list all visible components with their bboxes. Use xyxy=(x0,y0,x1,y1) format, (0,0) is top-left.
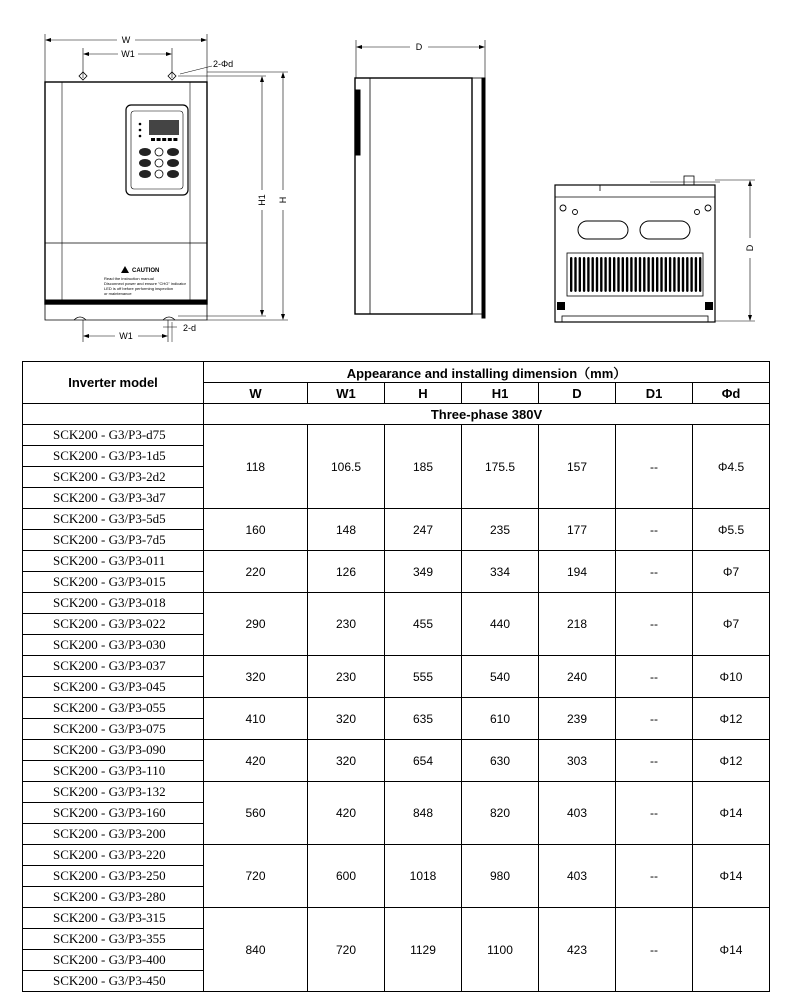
model-cell: SCK200 - G3/P3-132 xyxy=(23,782,204,803)
model-cell: SCK200 - G3/P3-037 xyxy=(23,656,204,677)
dimension-value-cell: 1129 xyxy=(385,908,462,992)
label-hole-d: 2-d xyxy=(183,323,197,333)
dimension-value-cell: Φ12 xyxy=(693,740,770,782)
header-appearance-dimension: Appearance and installing dimension（mm） xyxy=(204,362,770,383)
dimension-value-cell: 177 xyxy=(539,509,616,551)
col-header-h: H xyxy=(385,383,462,404)
model-cell: SCK200 - G3/P3-160 xyxy=(23,803,204,824)
table-row xyxy=(23,593,770,614)
label-d-side: D xyxy=(415,42,423,52)
col-header-w1: W1 xyxy=(308,383,385,404)
dimension-value-cell: 320 xyxy=(308,698,385,740)
dimension-value-cell: -- xyxy=(616,740,693,782)
dimension-value-cell: 230 xyxy=(308,656,385,698)
caution-line-1: Read the instruction manual xyxy=(104,276,154,281)
model-cell: SCK200 - G3/P3-022 xyxy=(23,614,204,635)
model-cell: SCK200 - G3/P3-110 xyxy=(23,761,204,782)
dimension-value-cell: 334 xyxy=(462,551,539,593)
dimension-value-cell: -- xyxy=(616,509,693,551)
dimension-value-cell: 560 xyxy=(204,782,308,845)
table-row xyxy=(23,425,770,446)
header-inverter-model: Inverter model xyxy=(23,362,204,404)
dimension-value-cell: 420 xyxy=(204,740,308,782)
dimension-value-cell: 239 xyxy=(539,698,616,740)
table-row xyxy=(23,740,770,761)
caution-title: CAUTION xyxy=(132,268,160,274)
dimension-value-cell: 303 xyxy=(539,740,616,782)
label-h: H xyxy=(278,196,288,204)
label-w1-top: W1 xyxy=(121,49,135,59)
dimension-value-cell: 235 xyxy=(462,509,539,551)
display-keys xyxy=(151,138,177,141)
model-cell: SCK200 - G3/P3-200 xyxy=(23,824,204,845)
model-cell: SCK200 - G3/P3-075 xyxy=(23,719,204,740)
model-cell: SCK200 - G3/P3-030 xyxy=(23,635,204,656)
model-cell: SCK200 - G3/P3-315 xyxy=(23,908,204,929)
dimension-value-cell: -- xyxy=(616,551,693,593)
model-cell: SCK200 - G3/P3-1d5 xyxy=(23,446,204,467)
dimension-value-cell: 349 xyxy=(385,551,462,593)
dimension-value-cell: 610 xyxy=(462,698,539,740)
dimension-value-cell: 106.5 xyxy=(308,425,385,509)
table-row xyxy=(23,782,770,803)
dimension-value-cell: 455 xyxy=(385,593,462,656)
dimension-value-cell: 720 xyxy=(308,908,385,992)
dimension-value-cell: 630 xyxy=(462,740,539,782)
dimension-value-cell: 247 xyxy=(385,509,462,551)
dimension-value-cell: -- xyxy=(616,908,693,992)
model-cell: SCK200 - G3/P3-450 xyxy=(23,971,204,992)
dimension-value-cell: -- xyxy=(616,425,693,509)
dimension-value-cell: -- xyxy=(616,656,693,698)
dimension-value-cell: 220 xyxy=(204,551,308,593)
dimension-value-cell: 218 xyxy=(539,593,616,656)
model-cell: SCK200 - G3/P3-2d2 xyxy=(23,467,204,488)
dimension-value-cell: Φ12 xyxy=(693,698,770,740)
dimension-value-cell: 980 xyxy=(462,845,539,908)
dimension-value-cell: 157 xyxy=(539,425,616,509)
dimension-value-cell: -- xyxy=(616,593,693,656)
caution-line-4: or maintenance xyxy=(104,291,132,296)
dimension-value-cell: 403 xyxy=(539,782,616,845)
dimension-table xyxy=(22,361,770,992)
dimension-value-cell: Φ14 xyxy=(693,845,770,908)
model-cell: SCK200 - G3/P3-5d5 xyxy=(23,509,204,530)
model-cell: SCK200 - G3/P3-055 xyxy=(23,698,204,719)
dimension-value-cell: -- xyxy=(616,845,693,908)
section-blank-cell xyxy=(23,404,204,425)
col-header-w: W xyxy=(204,383,308,404)
dimension-value-cell: 403 xyxy=(539,845,616,908)
dimension-value-cell: 126 xyxy=(308,551,385,593)
dimension-value-cell: 555 xyxy=(385,656,462,698)
dimension-value-cell: 290 xyxy=(204,593,308,656)
dimension-value-cell: 423 xyxy=(539,908,616,992)
model-cell: SCK200 - G3/P3-250 xyxy=(23,866,204,887)
dimension-value-cell: 635 xyxy=(385,698,462,740)
dimension-value-cell: 194 xyxy=(539,551,616,593)
caution-line-2: Disconnect power and ensure "CHG" indicator xyxy=(104,281,186,286)
dimension-value-cell: 600 xyxy=(308,845,385,908)
caution-line-3: LED is off before performing inspection xyxy=(104,286,174,291)
dimension-value-cell: 654 xyxy=(385,740,462,782)
dimension-value-cell: 1100 xyxy=(462,908,539,992)
dimension-value-cell: 410 xyxy=(204,698,308,740)
model-cell: SCK200 - G3/P3-280 xyxy=(23,887,204,908)
model-cell: SCK200 - G3/P3-090 xyxy=(23,740,204,761)
col-header-d1: D1 xyxy=(616,383,693,404)
model-cell: SCK200 - G3/P3-045 xyxy=(23,677,204,698)
label-d-bottom: D xyxy=(745,244,755,252)
model-cell: SCK200 - G3/P3-7d5 xyxy=(23,530,204,551)
table-body xyxy=(23,425,770,992)
section-three-phase: Three-phase 380V xyxy=(204,404,770,425)
col-header-h1: H1 xyxy=(462,383,539,404)
dimension-value-cell: 848 xyxy=(385,782,462,845)
model-cell: SCK200 - G3/P3-d75 xyxy=(23,425,204,446)
dimension-value-cell: 148 xyxy=(308,509,385,551)
model-cell: SCK200 - G3/P3-018 xyxy=(23,593,204,614)
dimension-value-cell: Φ14 xyxy=(693,908,770,992)
table-row xyxy=(23,656,770,677)
model-cell: SCK200 - G3/P3-015 xyxy=(23,572,204,593)
dimension-value-cell: Φ10 xyxy=(693,656,770,698)
dimension-value-cell: 420 xyxy=(308,782,385,845)
side-view xyxy=(355,40,485,318)
model-cell: SCK200 - G3/P3-355 xyxy=(23,929,204,950)
model-cell: SCK200 - G3/P3-220 xyxy=(23,845,204,866)
dimension-value-cell: 185 xyxy=(385,425,462,509)
dimension-value-cell: 1018 xyxy=(385,845,462,908)
label-h1: H1 xyxy=(257,194,267,206)
table-row xyxy=(23,509,770,530)
dimension-drawings xyxy=(0,0,790,355)
vent-slots xyxy=(570,257,701,292)
dimension-value-cell: 175.5 xyxy=(462,425,539,509)
bottom-view xyxy=(555,176,755,322)
table-row xyxy=(23,908,770,929)
dimension-value-cell: 820 xyxy=(462,782,539,845)
col-header-d: D xyxy=(539,383,616,404)
dimension-value-cell: Φ5.5 xyxy=(693,509,770,551)
table-row xyxy=(23,551,770,572)
dimension-value-cell: 240 xyxy=(539,656,616,698)
dimension-value-cell: 540 xyxy=(462,656,539,698)
model-cell: SCK200 - G3/P3-400 xyxy=(23,950,204,971)
model-cell: SCK200 - G3/P3-011 xyxy=(23,551,204,572)
dimension-value-cell: 840 xyxy=(204,908,308,992)
front-view xyxy=(45,34,288,342)
dimension-value-cell: 440 xyxy=(462,593,539,656)
dimension-value-cell: Φ7 xyxy=(693,593,770,656)
dimension-value-cell: -- xyxy=(616,782,693,845)
dimension-value-cell: Φ7 xyxy=(693,551,770,593)
col-header-phi-d: Φd xyxy=(693,383,770,404)
dimension-value-cell: 320 xyxy=(204,656,308,698)
dimension-value-cell: 160 xyxy=(204,509,308,551)
table-row xyxy=(23,698,770,719)
dimension-value-cell: 230 xyxy=(308,593,385,656)
dimension-value-cell: Φ4.5 xyxy=(693,425,770,509)
table-row xyxy=(23,845,770,866)
dimension-value-cell: -- xyxy=(616,698,693,740)
dimension-value-cell: 720 xyxy=(204,845,308,908)
dimension-value-cell: Φ14 xyxy=(693,782,770,845)
label-hole-phi: 2-Φd xyxy=(213,59,234,69)
label-w1-bottom: W1 xyxy=(119,331,133,341)
dimension-value-cell: 320 xyxy=(308,740,385,782)
dimension-value-cell: 118 xyxy=(204,425,308,509)
model-cell: SCK200 - G3/P3-3d7 xyxy=(23,488,204,509)
label-w: W xyxy=(121,35,131,45)
